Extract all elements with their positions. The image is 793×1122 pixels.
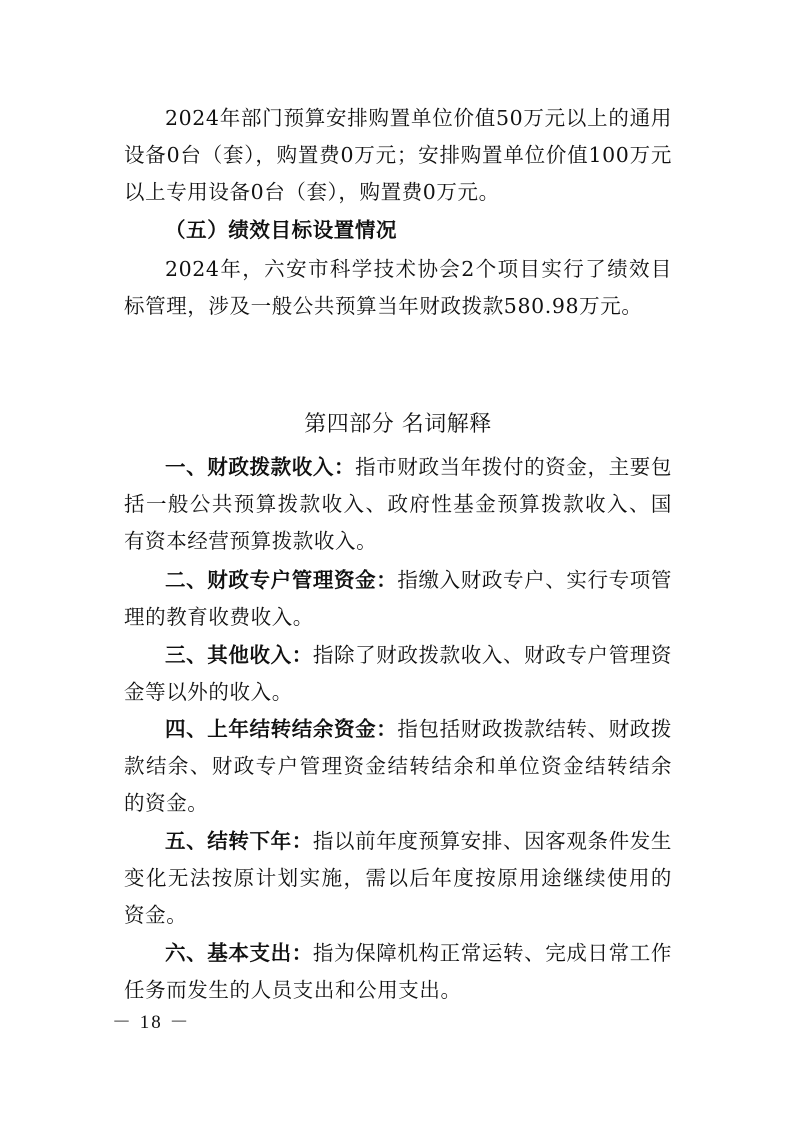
definition-paragraph [124,935,672,1009]
definition-paragraph [124,562,672,636]
definition-term: 一、财政拨款收入： [165,455,356,479]
definition-paragraph [124,823,672,934]
definition-text: 指市财政当年拨付的资金，主要包括一般公共预算拨款收入、政府性基金预算拨款收入、国有资本经营预算拨款收入。 [124,455,673,553]
performance-heading: （五）绩效目标设置情况 [165,218,398,242]
page-number: － 18 － [112,1012,191,1033]
budget-paragraph: 2024年部门预算安排购置单位价值50万元以上的通用设备0台（套），购置费0万元；安排购置单位价值100万元以上专用设备0台（套），购置费0万元。 [124,106,672,204]
definition-text: 指为保障机构正常运转、完成日常工作任务而发生的人员支出和公用支出。 [124,941,673,1002]
definition-term: 六、基本支出： [165,941,313,965]
definition-paragraph [124,449,672,560]
definition-paragraph [124,637,672,711]
definition-paragraph [124,711,672,822]
definition-term: 二、财政专户管理资金： [165,568,398,592]
definition-term: 五、结转下年： [165,829,313,853]
definition-text: 指包括财政拨款结转、财政拨款结余、财政专户管理资金结转结余和单位资金结转结余的资金。 [124,717,672,815]
definition-text: 指缴入财政专户、实行专项管理的教育收费收入。 [124,568,672,629]
performance-paragraph: 2024年，六安市科学技术协会2个项目实行了绩效目标管理，涉及一般公共预算当年财政拨款580.98万元。 [124,257,672,318]
definition-term: 四、上年结转结余资金： [165,717,398,741]
definition-text: 指以前年度预算安排、因客观条件发生变化无法按原计划实施，需以后年度按原用途继续使用的资金。 [124,829,673,927]
definition-term: 三、其他收入： [165,643,313,667]
section-title: 第四部分 名词解释 [304,412,492,437]
definition-text: 指除了财政拨款收入、财政专户管理资金等以外的收入。 [124,643,673,704]
